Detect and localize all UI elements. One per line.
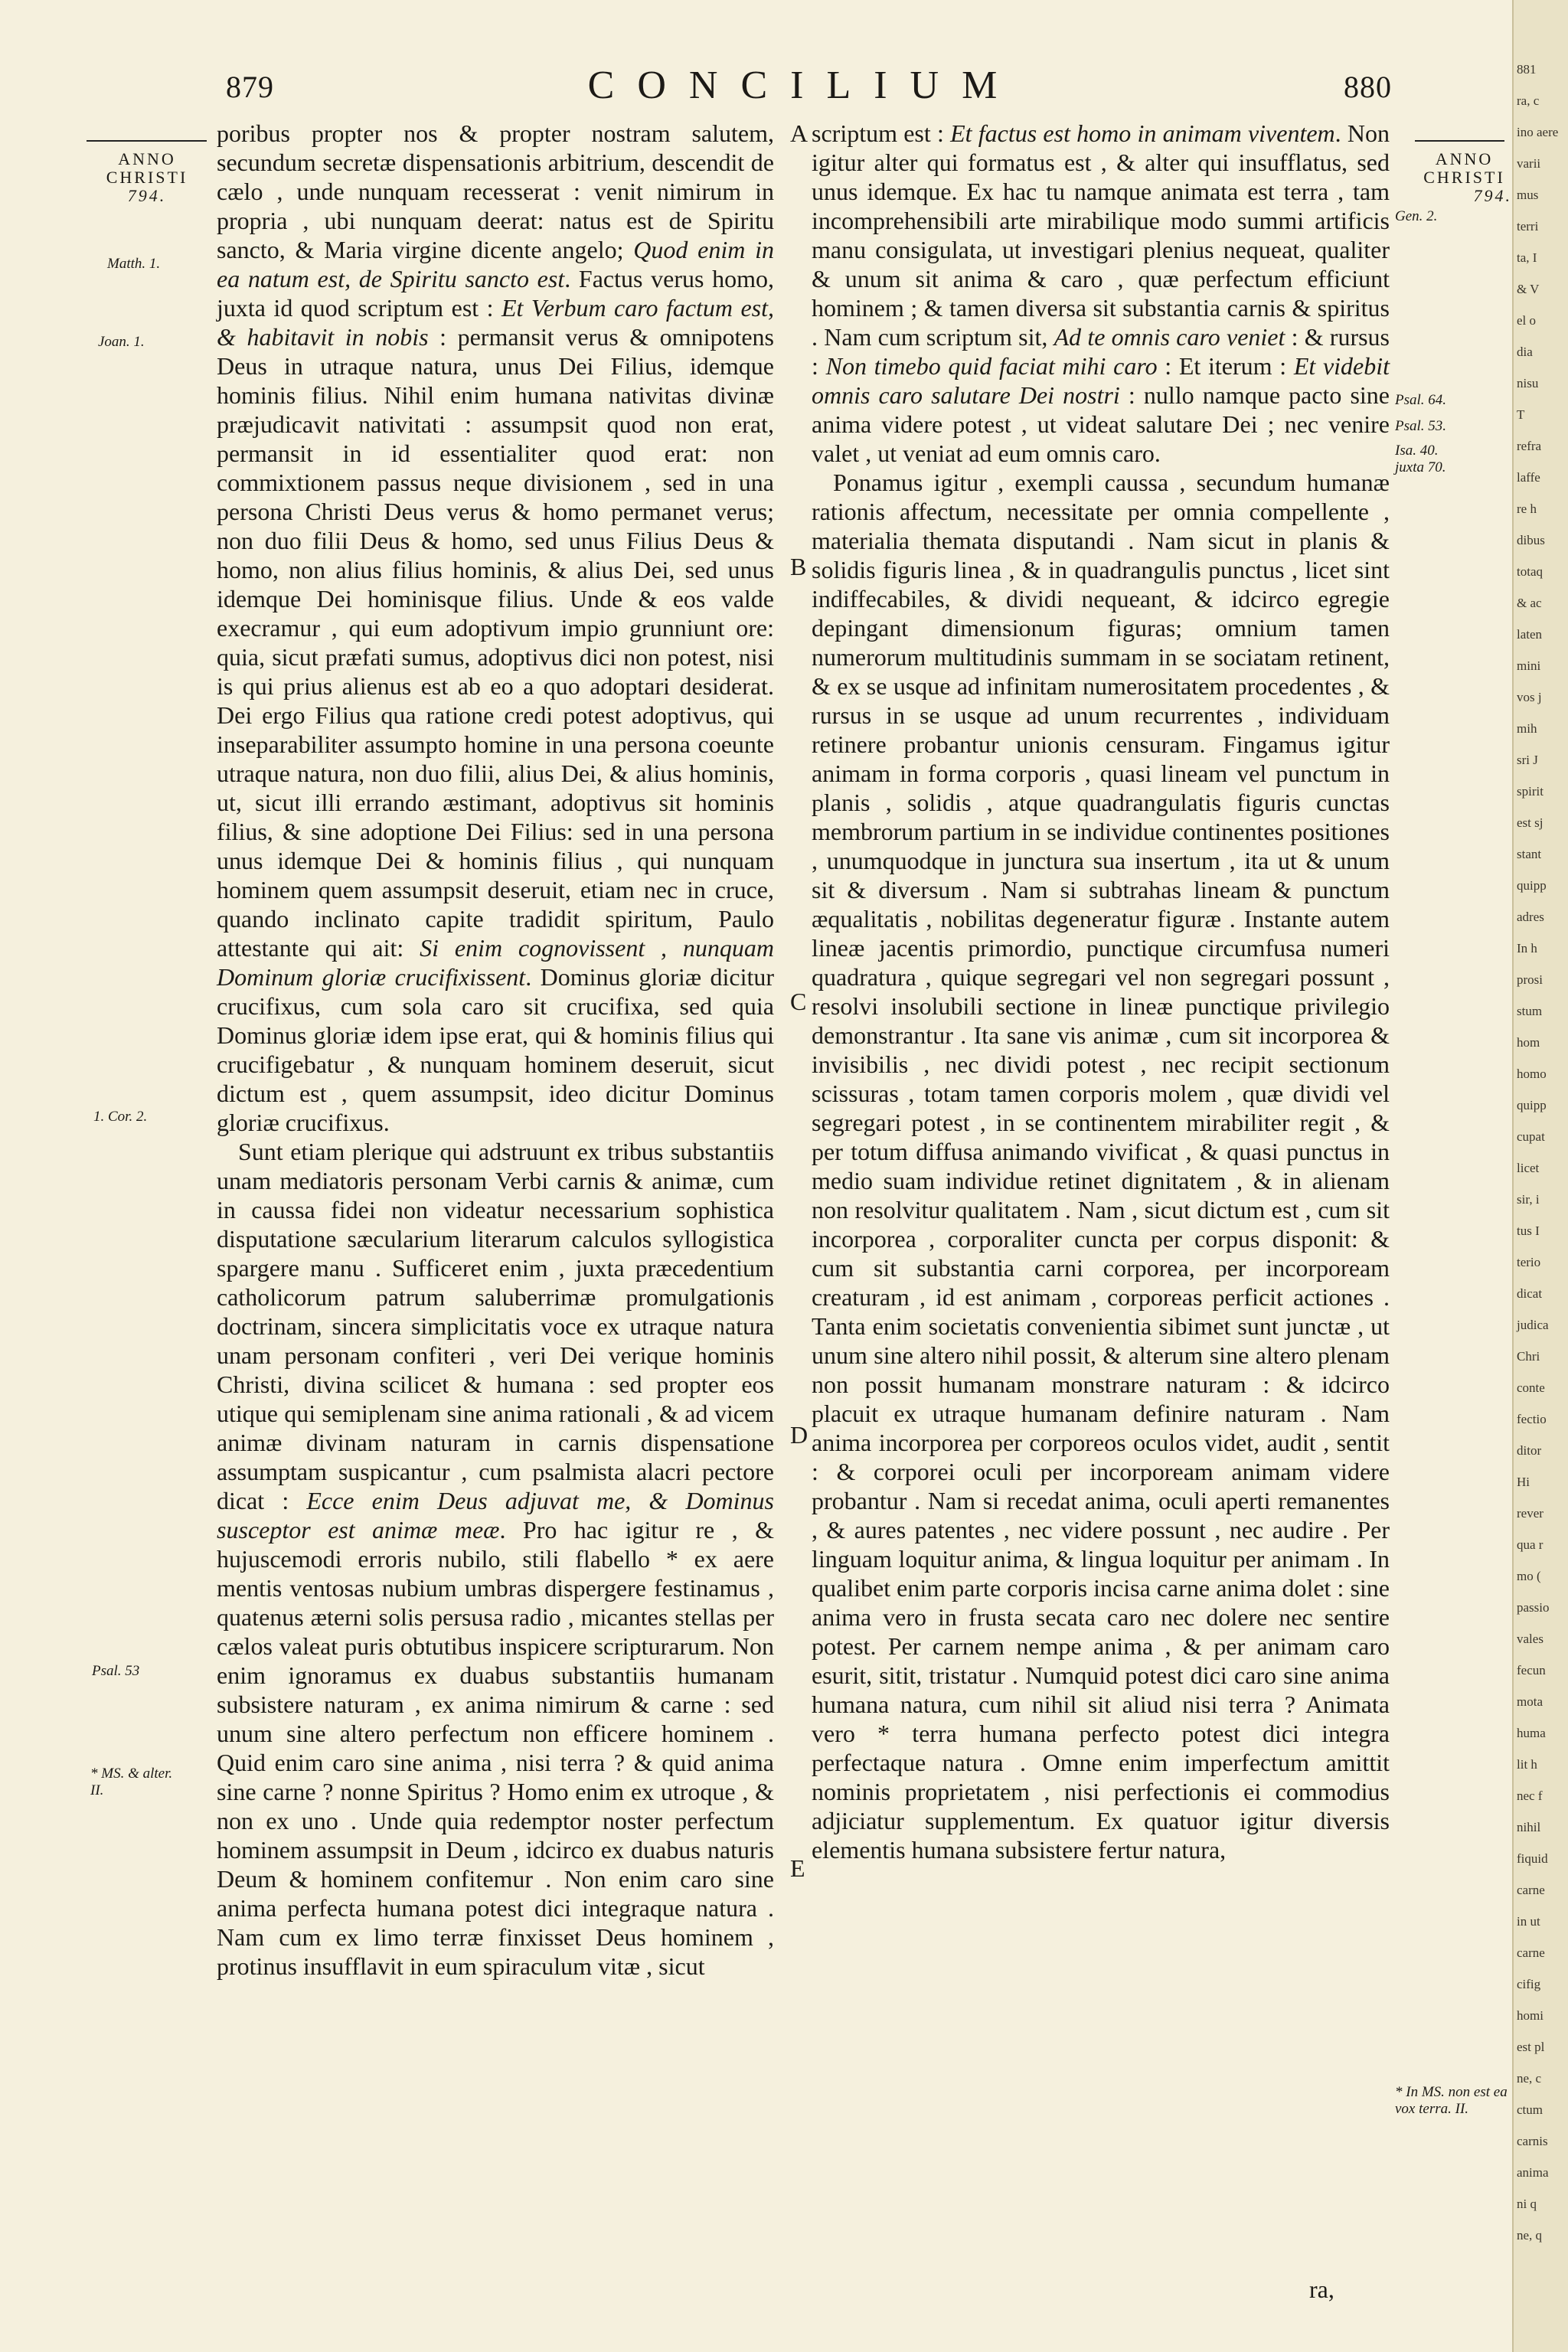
adjacent-page-edge xyxy=(1512,0,1568,2352)
margin-note-juxta: juxta 70. xyxy=(1395,459,1446,475)
right-page-number: 880 xyxy=(1344,70,1392,104)
anno-label: ANNO xyxy=(118,149,176,168)
left-paragraph-2: Sunt etiam plerique qui adstruunt ex tribus substantiis unam mediatoris personam Verbi carnis & animæ, cum in caussa fidei non videatur necessarium sophistica disputatione sæcularium literarum calculos syllogistica spargere manu . Sufficeret enim , juxta præcedentium catholicorum patrum saluberrimæ promulgationis doctrinam, sincera simplicitatis voce ex utraque natura unam personam confiteri , veri Dei verique hominis Christi, divina scilicet & humana : sed propter eos utique qui semiplenam sine anima rationali , & ad vicem animæ divinam naturam in carnis dispensatione assumptam suspicantur , cum psalmista alacri pectore dicat : Ecce enim Deus adjuvat me, & Dominus susceptor est animæ meæ. Pro hac igitur re , & hujuscemodi erroris nubilo, stili flabello * ex aere mentis ventosas nubium umbras dispergere festinamus , quatenus æterni solis persusa radio , micantes stellas per cælos valeat puris obtutibus inspicere scripturarum. Non enim ignoramus ex duabus substantiis humanam subsistere naturam , ex anima nimirum & carne : sed unum sine altero perfectum non efficere hominem . Quid enim caro sine anima , nisi terra ? & quid anima sine carne ? nonne Spiritus ? Homo enim ex utroque , & non ex uno . Unde quia redemptor noster perfectum hominem assumpsit in Deum , idcirco ex duabus naturis Deum & hominem confitemur . Non enim caro sine anima perfecta humana potest dici integraque natura . Nam cum ex limo terræ finxisset Deus hominem , protinus insufflavit in eum spiraculum vitæ , sicut xyxy=(217,1138,775,1980)
adjacent-page-fragment: laffe xyxy=(1517,470,1540,485)
christi-label: CHRISTI xyxy=(106,168,188,187)
anno-label: ANNO xyxy=(1435,149,1494,168)
adjacent-page-fragment: anima xyxy=(1517,2165,1549,2180)
adjacent-page-fragment: hom xyxy=(1517,1035,1540,1050)
adjacent-page-fragment: cupat xyxy=(1517,1129,1545,1144)
margin-note-ms-terra: * In MS. non est ea vox terra. II. xyxy=(1395,2084,1508,2117)
adjacent-page-fragment: laten xyxy=(1517,627,1543,642)
adjacent-page-fragment: est sj xyxy=(1517,815,1544,830)
adjacent-page-fragment: sri J xyxy=(1517,753,1538,767)
adjacent-page-fragment: huma xyxy=(1517,1726,1546,1740)
adjacent-page-fragment: rever xyxy=(1517,1506,1544,1521)
margin-note-psal-64: Psal. 64. xyxy=(1395,392,1447,408)
adjacent-page-fragment: ditor xyxy=(1517,1443,1542,1458)
adjacent-page-fragment: & ac xyxy=(1517,596,1542,610)
adjacent-page-fragment: ta, I xyxy=(1517,250,1537,265)
adjacent-page-fragment: licet xyxy=(1517,1161,1540,1175)
adjacent-page-fragment: mo ( xyxy=(1517,1569,1541,1583)
section-letter-a: A xyxy=(790,119,808,147)
right-paragraph-2: Ponamus igitur , exempli caussa , secundum humanæ rationis affectum, necessitate per omnia compellente , materialia themata disputandi . Nam sicut in planis & solidis figuris linea , & in quadrangulis punctus , licet sint indiffecabiles, & dividi nequeant, & idcirco egregie depingant dimensionum figuras; omnium tamen numerorum multitudinis summam in se sociatam retinent, & ex se usque ad infinitam numerositatem procedentes , & rursus in se usque ad unum recurrentes , individuam retinere probantur unionis censuram. Fingamus igitur animam in forma corporis , quasi lineam vel punctum in planis , solidis , atque quadrangulatis figuris cunctas membrorum partium in se individue continentes positiones , unumquodque in junctura sua insertum , ita ut & unum sit & diversum . Nam si subtrahas lineam & punctum æqualitatis , nobilitas degeneratur figuræ . Instante autem lineæ jacentis primordio, punctique circumfusa numeri quadratura , quique segregari vel non segregari possunt , resolvi insolubili sectione in lineæ punctique privilegio demonstrantur . Ita sane vis animæ , cum sit incorporea & invisibilis , nec dividi potest , nec recipit sectionum scissuras , totam tamen corporis molem , quæ dividi vel segregari potest , in se continentem mirabiliter regit , & per totum diffusa animando vivificat , & quasi punctus in medio suam individue retinet dignitatem , & in alienam non resolvitur qualitatem . Nam , sicut dictum est , cum sit incorporea , corporaliter cuncta per corpus disponit: & cum sit substantia carni corporea, per incorpoream creaturam , id est animam , corporeas perficit actiones . Tanta enim societatis convenientia sibimet sunt junctæ , ut unum sine altero nihil possit, & alterum sine altero plenam non possit humanam monstrare naturam : & idcirco placuit ex utraque humanam definire naturam . Nam anima incorporea per corporeos oculos videt, audit , sentit : & corporei oculi per incorpoream animam videre probantur . Nam si recedat anima, oculi aperti remanentes , & aures patentes , nec videre possunt , nec audire . Per linguam loquitur anima, & lingua loquitur per animam . In qualibet enim parte corporis incisa carne anima dolet : sine anima vero in frusta secata caro nec dolere nec sentire potest. Per carnem nempe anima , & per animam caro esurit, sitit, tristatur . Numquid potest dici caro sine anima humana natura, cum nihil sit aliud nisi terra ? Animata vero * terra humana perfecto potest dici integra perfectaque natura . Omne enim imperfectum amittit nominis proprietatem , nisi perfectionis ei commodius adjiciatur supplementum. Ex quatuor igitur diversis elementis humana subsistere fertur natura, xyxy=(812,469,1390,1864)
adjacent-page-fragment: fiquid xyxy=(1517,1851,1548,1866)
margin-note-gen: Gen. 2. xyxy=(1395,208,1438,224)
adjacent-page-fragment: mota xyxy=(1517,1694,1543,1709)
adjacent-page-fragment: stum xyxy=(1517,1004,1543,1018)
anno-christi-left xyxy=(86,150,208,205)
adjacent-page-fragment: ne, c xyxy=(1517,2071,1542,2086)
adjacent-page-fragment: In h xyxy=(1517,941,1537,956)
adjacent-page-fragment: terio xyxy=(1517,1255,1541,1269)
margin-note-cor: 1. Cor. 2. xyxy=(93,1109,148,1125)
adjacent-page-fragment: est pl xyxy=(1517,2040,1545,2054)
adjacent-page-fragment: stant xyxy=(1517,847,1542,861)
adjacent-page-fragment: fecun xyxy=(1517,1663,1546,1677)
adjacent-page-fragment: carne xyxy=(1517,1883,1545,1897)
section-letter-d: D xyxy=(790,1421,808,1449)
adjacent-page-fragment: ne, q xyxy=(1517,2228,1543,2243)
adjacent-page-fragment: T xyxy=(1517,407,1525,422)
anno-year: 794. xyxy=(1473,186,1512,205)
adjacent-page-fragment: & V xyxy=(1517,282,1540,296)
adjacent-page-fragment: quipp xyxy=(1517,1098,1547,1112)
section-letter-e: E xyxy=(790,1854,805,1882)
adjacent-page-fragment: dia xyxy=(1517,345,1533,359)
margin-note-ms-alter-ref: II. xyxy=(90,1782,104,1798)
adjacent-page-fragment: ni q xyxy=(1517,2197,1537,2211)
adjacent-page-fragment: quipp xyxy=(1517,878,1547,893)
left-page-number: 879 xyxy=(226,70,274,104)
adjacent-page-fragment: ino aere xyxy=(1517,125,1559,139)
adjacent-page-fragment: mih xyxy=(1517,721,1537,736)
left-paragraph-1: poribus propter nos & propter nostram salutem, secundum secretæ dispensationis arbitrium, descendit de cælo , unde nunquam recesserat : venit nimirum in propria , ubi nunquam deerat: natus est de Spiritu sancto, & Maria virgine dicente angelo; Quod enim in ea natum est, de Spiritu sancto est. Factus verus homo, juxta id quod scriptum est : Et Verbum caro factum est, & habitavit in nobis : permansit verus & omnipotens Deus in utraque natura, unus Dei Filius, idemque hominis filius. Nihil enim humana nativitas divinæ præjudicavit nativitati : assumpsit quod non erat, permansit in id essentialiter quod erat: non commixtionem passus neque divisionem , sed in una persona Christi Deus verus & homo permanet verus; non duo filii Deus & homo, sed unus Filius Deus & homo, non alius filius hominis, & alius Dei, sed unus idemque Dei hominisque filius. Unde & eos valde execramur , qui eum adoptivum impio grunniunt ore: quia, sicut præfati sumus, adoptivus dici non potest, nisi is qui prius alienus est ab eo a quo adoptari desiderat. Dei ergo Filius qua ratione credi potest adoptivus, qui inseparabiliter assumpto homine in una persona coeunte utraque natura, non duo filii, alius Dei, & alius hominis, ut, sicut illi errando æstimant, adoptivus sit hominis filius, & sine adoptione Dei Filius: sed in una persona unus idemque Dei & hominis filius , qui nunquam hominem quem assumpsit deseruit, etiam nec in cruce, quando inclinato capite tradidit spiritum, Paulo attestante qui ait: Si enim cognovissent , nunquam Dominum gloriæ crucifixissent. Dominus gloriæ dicitur crucifixus, cum sola caro sit crucifixa, sed quia Dominus gloriæ idem ipse erat, qui & hominis filius qui crucifigebatur , & nunquam hominem deseruit, sicut dictum est , quem assumpsit, ideo dicitur Dominus gloriæ crucifixus. xyxy=(217,119,775,1136)
header-rule-left xyxy=(87,140,207,142)
adjacent-page-fragment: vos j xyxy=(1517,690,1542,704)
margin-note-psal-53: Psal. 53. xyxy=(1395,418,1447,434)
margin-note-isa: Isa. 40. xyxy=(1395,443,1439,459)
adjacent-page-fragment: nisu xyxy=(1517,376,1539,390)
adjacent-page-fragment: tus I xyxy=(1517,1223,1540,1238)
margin-note-psal-left: Psal. 53 xyxy=(92,1663,140,1679)
adjacent-page-fragment: ctum xyxy=(1517,2102,1543,2117)
adjacent-page-fragment: dicat xyxy=(1517,1286,1543,1301)
adjacent-page-fragment: nihil xyxy=(1517,1820,1541,1834)
adjacent-page-fragment: carne xyxy=(1517,1945,1545,1960)
adjacent-page-fragment: fectio xyxy=(1517,1412,1547,1426)
adjacent-page-fragment: Chri xyxy=(1517,1349,1540,1364)
adjacent-page-fragment: carnis xyxy=(1517,2134,1548,2148)
adjacent-page-fragment: prosi xyxy=(1517,972,1543,987)
margin-note-ms-alter: * MS. & alter. xyxy=(90,1766,173,1782)
adjacent-page-fragment: refra xyxy=(1517,439,1542,453)
adjacent-page-fragment: sir, i xyxy=(1517,1192,1540,1207)
adjacent-page-fragment: terri xyxy=(1517,219,1539,234)
adjacent-page-fragment: re h xyxy=(1517,501,1537,516)
adjacent-page-fragment: Hi xyxy=(1517,1475,1530,1489)
right-paragraph-1: scriptum est : Et factus est homo in animam viventem. Non igitur alter qui formatus est , & alter qui insufflatus, sed unus idemque. Ex hac tu namque animata est terra , tam incomprehensibili arte mirabilique modo summi artificis manu consigulata, ut investigari plenius nequeat, qualiter & unum sit anima & caro , quæ perfectum efficiunt hominem ; & tamen diversa sit substantia carnis & spiritus . Nam cum scriptum sit, Ad te omnis caro veniet : & rursus : Non timebo quid faciat mihi caro : Et iterum : Et videbit omnis caro salutare Dei nostri : nullo namque pacto sine anima videre potest , ut videat salutare Dei ; nec venire valet , ut veniat ad eum omnis caro. xyxy=(812,119,1390,467)
adjacent-page-fragment: ra, c xyxy=(1517,93,1540,108)
christi-label: CHRISTI xyxy=(1423,168,1505,187)
margin-note-joan: Joan. 1. xyxy=(98,334,145,350)
anno-year: 794. xyxy=(127,186,167,205)
adjacent-page-fragment: lit h xyxy=(1517,1757,1537,1772)
left-text-column xyxy=(217,119,774,1981)
catchword: ra, xyxy=(1309,2275,1334,2303)
adjacent-page-fragment: nec f xyxy=(1517,1788,1543,1803)
anno-christi-right xyxy=(1416,150,1512,205)
adjacent-page-fragment: qua r xyxy=(1517,1537,1544,1552)
section-letter-b: B xyxy=(790,553,807,580)
adjacent-page-fragment: dibus xyxy=(1517,533,1545,547)
header-rule-right xyxy=(1415,140,1504,142)
adjacent-page-fragment: mus xyxy=(1517,188,1539,202)
running-title: CONCILIUM xyxy=(587,64,1021,107)
adjacent-page-fragment: passio xyxy=(1517,1600,1550,1615)
margin-note-matth: Matth. 1. xyxy=(107,256,161,272)
adjacent-page-fragment: 881 xyxy=(1517,62,1537,77)
adjacent-page-fragment: mini xyxy=(1517,658,1541,673)
adjacent-page-fragment: vales xyxy=(1517,1632,1544,1646)
adjacent-page-fragment: cifig xyxy=(1517,1977,1541,1991)
adjacent-page-fragment: homo xyxy=(1517,1067,1547,1081)
right-text-column xyxy=(812,119,1390,1864)
adjacent-page-fragment: adres xyxy=(1517,910,1544,924)
adjacent-page-fragment: conte xyxy=(1517,1380,1545,1395)
adjacent-page-fragment: spirit xyxy=(1517,784,1544,799)
adjacent-page-fragment: in ut xyxy=(1517,1914,1540,1929)
adjacent-page-fragment: totaq xyxy=(1517,564,1543,579)
section-letter-c: C xyxy=(790,988,807,1015)
adjacent-page-fragment: judica xyxy=(1517,1318,1549,1332)
adjacent-page-fragment: varii xyxy=(1517,156,1541,171)
adjacent-page-fragment: homi xyxy=(1517,2008,1544,2023)
adjacent-page-fragment: el o xyxy=(1517,313,1537,328)
